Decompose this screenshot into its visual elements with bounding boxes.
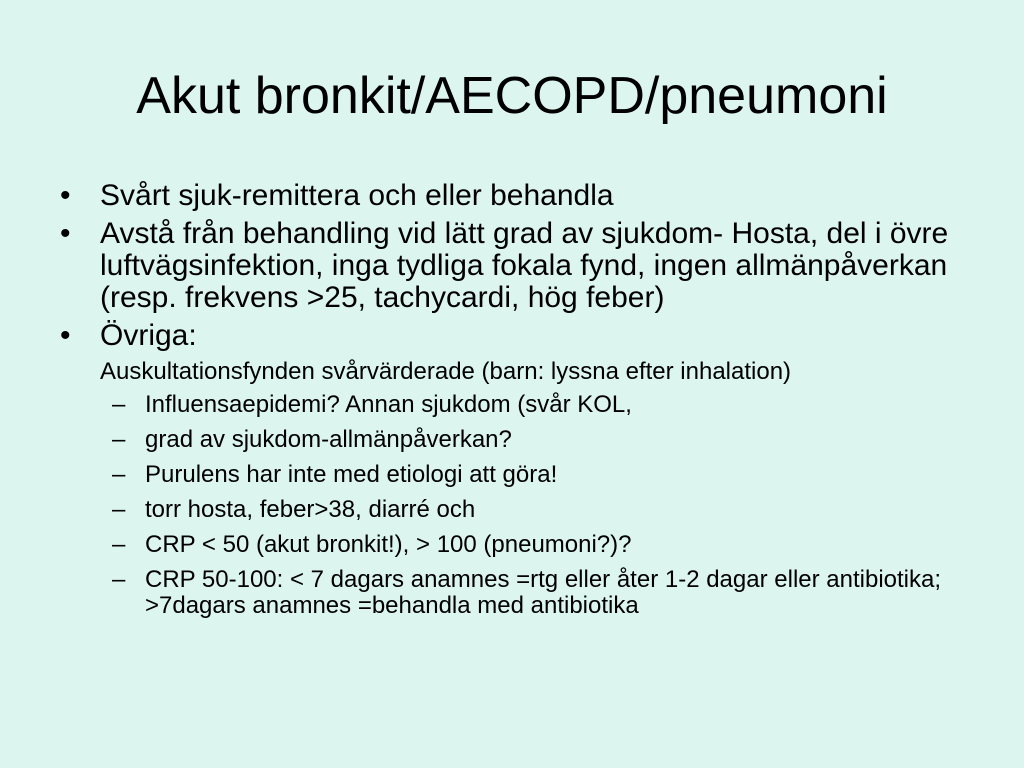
bullet-text: Avstå från behandling vid lätt grad av sjukdom- Hosta, del i övre luftvägsinfektion, inga tydliga fokala fynd, ingen allmänpåverkan (resp. frekvens >25, tachycardi, hög feber)	[100, 217, 949, 314]
slide-title: Akut bronkit/AECOPD/pneumoni	[136, 67, 888, 125]
bullet-item	[56, 218, 986, 314]
dash-icon: –	[112, 531, 126, 558]
sub-bullet-text: torr hosta, feber>38, diarré och	[145, 496, 476, 523]
bullet-text: Övriga:	[100, 319, 197, 352]
dash-icon: –	[112, 566, 126, 593]
bullet-icon: •	[60, 217, 71, 250]
dash-icon: –	[112, 461, 126, 488]
sub-bullet-text: Purulens har inte med etiologi att göra!	[145, 461, 558, 488]
sub-bullet-item	[56, 497, 986, 523]
dash-icon: –	[112, 391, 126, 418]
bullet-item	[56, 180, 986, 212]
sub-bullet-text: CRP 50-100: < 7 dagars anamnes =rtg eller åter 1-2 dagar eller antibiotika; >7dagars anamnes =behandla med antibiotika	[145, 566, 942, 619]
sub-bullet-item	[56, 392, 986, 418]
bullet-text: Svårt sjuk-remittera och eller behandla	[100, 179, 614, 212]
slide-body	[56, 180, 986, 628]
dash-icon: –	[112, 426, 126, 453]
sub-bullet-item	[56, 427, 986, 453]
sub-bullet-text: CRP < 50 (akut bronkit!), > 100 (pneumoni?)?	[145, 531, 632, 558]
dash-icon: –	[112, 496, 126, 523]
bullet-icon: •	[60, 179, 71, 212]
sub-bullet-text: Influensaepidemi? Annan sjukdom (svår KOL,	[145, 391, 632, 418]
sub-bullet-item	[56, 532, 986, 558]
bullet-item	[56, 320, 986, 352]
bullet-icon: •	[60, 319, 71, 352]
sub-bullet-item	[56, 462, 986, 488]
sub-bullet-item	[56, 567, 986, 619]
sub-bullet-text: grad av sjukdom-allmänpåverkan?	[145, 426, 512, 453]
note-text: Auskultationsfynden svårvärderade (barn: lyssna efter inhalation)	[100, 358, 792, 385]
